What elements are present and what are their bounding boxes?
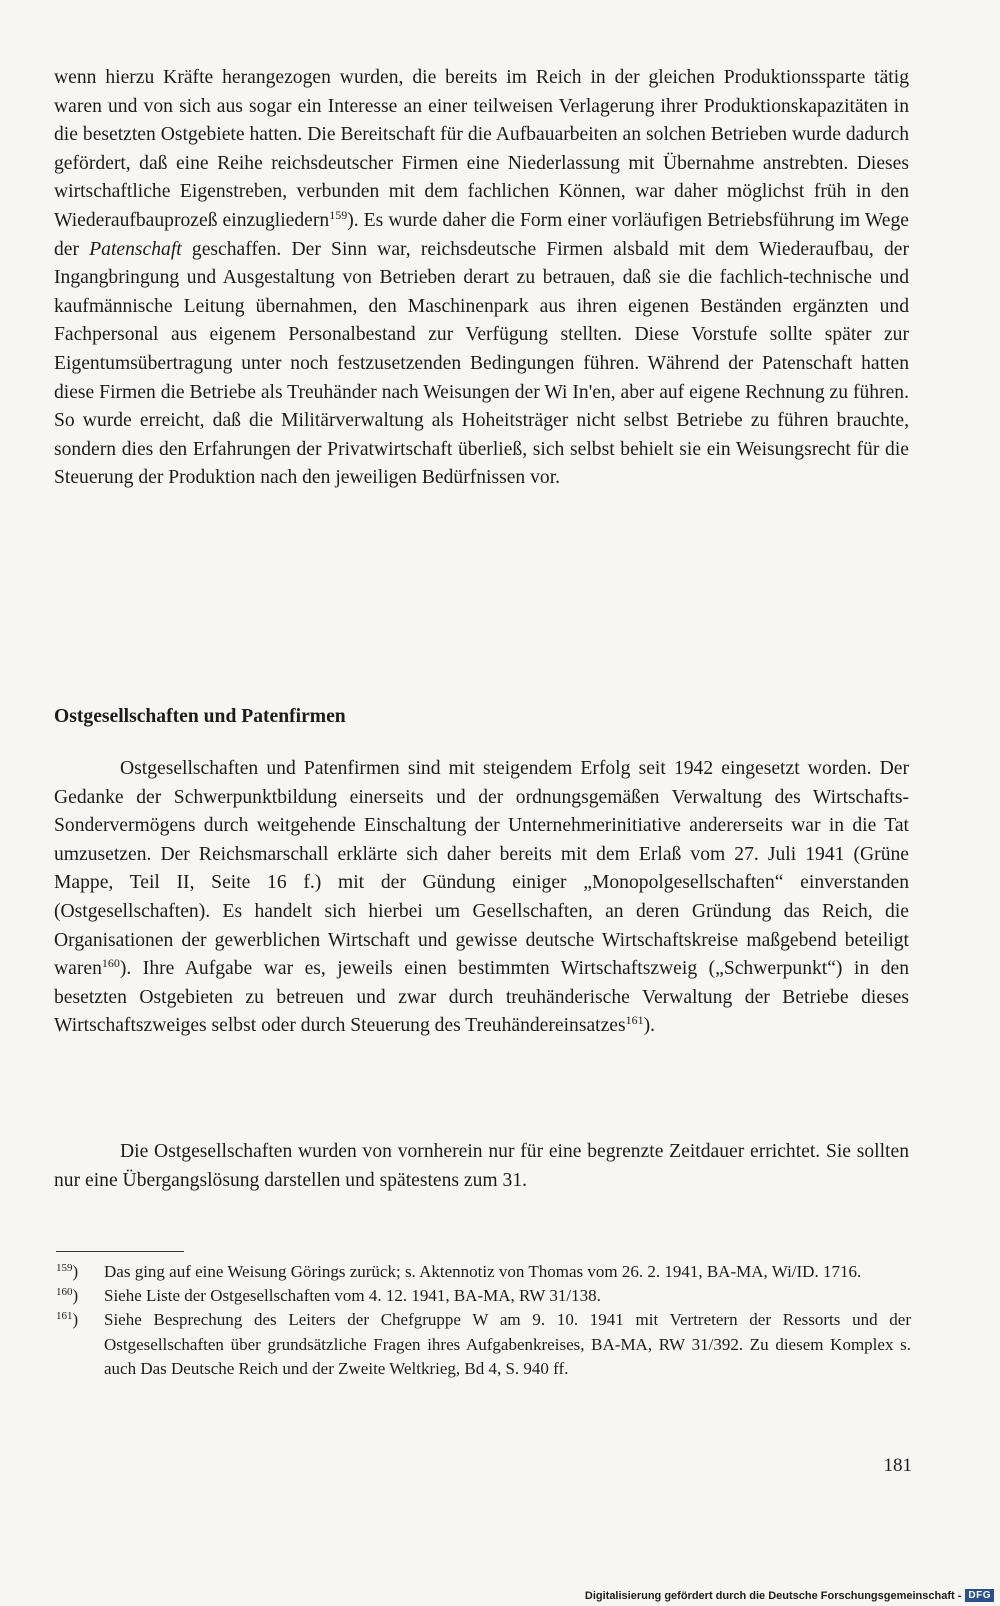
body-paragraph-1 xyxy=(54,64,909,493)
emphasis-patenschaft: Patenschaft xyxy=(89,238,182,260)
footnote-text: Siehe Liste der Ostgesellschaften vom 4. 12. 1941, BA-MA, RW 31/138. xyxy=(104,1286,601,1306)
paragraph-text: Ostgesellschaften und Patenfirmen sind mit steigendem Erfolg seit 1942 eingesetzt worden. Der Gedanke der Schwerpunktbildung einerseits und der ordnungsgemäßen Verwaltung des Wirtschafts-Sondervermögens durch weitgehende Einschaltung der Unternehmerinitiative andererseits war in die Tat umzusetzen. Der Reichsmarschall erklärte sich daher bereits mit dem Erlaß vom 27. Juli 1941 (Grüne Mappe, Teil II, Seite 16 f.) mit der Gündung einiger „Monopolgesellschaften“ einverstanden (Ostgesellschaften). Es handelt sich hierbei um Gesellschaften, an deren Gründung das Reich, die Organisationen der gewerblichen Wirtschaft und gewisse deutsche Wirtschaftskreise maßgebend beteiligt waren xyxy=(54,758,909,980)
footnote-ref-161: 161 xyxy=(625,1013,644,1028)
paragraph-text: ). Es wurde daher die Form einer vorläufigen Betriebsführung im Wege der xyxy=(54,209,910,260)
body-paragraph-2 xyxy=(54,755,909,1041)
paragraph-text: ). Ihre Aufgabe war es, jeweils einen bestimmten Wirtschaftszweig („Schwerpunkt“) in den besetzten Ostgebieten zu betreuen und zwar durch treuhänderische Verwaltung der Betriebe dieses Wirtschaftszweiges selbst oder durch Steuerung des Treuhändereinsatzes xyxy=(54,958,909,1037)
paragraph-text: geschaffen. Der Sinn war, reichsdeutsche Firmen alsbald mit dem Wiederaufbau, der Ingangbringung und Ausgestaltung von Betrieben derart zu betrauen, daß sie die fachlich-technische und kaufmännische Leitung übernahmen, den Maschinenpark aus ihren eigenen Beständen ergänzten und Fachpersonal aus eigenem Personalbestand zur Verfügung stellten. Diese Vorstufe sollte später zur Eigentumsübertragung unter noch festzusetzenden Bedingungen führen. Während der Patenschaft hatten diese Firmen die Betriebe als Treuhänder nach Weisungen der Wi In'en, aber auf eigene Rechnung zu führen. So wurde erreicht, daß die Militärverwaltung als Hoheitsträger nicht selbst Betriebe zu führen brauchte, sondern dies den Erfahrungen der Privatwirtschaft überließ, sich selbst behielt sie ein Weisungsrecht für die Steuerung der Produktion nach den jeweiligen Bedürfnissen vor. xyxy=(54,238,910,489)
footnote-number: $^{159}$) xyxy=(56,1262,79,1281)
dfg-logo: DFG xyxy=(965,1589,994,1602)
section-heading: Ostgesellschaften und Patenfirmen xyxy=(54,706,346,727)
footnote-text: Das ging auf eine Weisung Görings zurück; s. Aktennotiz von Thomas vom 26. 2. 1941, BA-MA, Wi/ID. 1716. xyxy=(104,1262,862,1281)
digitization-credit xyxy=(585,1589,994,1602)
body-paragraph-3: Die Ostgesellschaften wurden von vornherein nur für eine begrenzte Zeitdauer errichtet. Sie sollten nur eine Übergangslösung darstellen und spätestens zum 31. xyxy=(54,1141,909,1191)
paragraph-text: ). xyxy=(643,1015,656,1037)
footnote-ref-159: 159 xyxy=(329,207,348,222)
footnote-text: Siehe Besprechung des Leiters der Chefgruppe W am 9. 10. 1941 mit Vertretern der Ressorts und der Ostgesellschaften über grundsätzliche Fragen ihres Aufgabenkreises, BA-MA, RW 31/392. Zu diesem Komplex s. auch Das Deutsche Reich und der Zweite Weltkrieg, Bd 4, S. 940 ff. xyxy=(104,1310,911,1378)
credit-text: Digitalisierung gefördert durch die Deutsche Forschungsgemeinschaft - xyxy=(584,1589,962,1602)
footnote-number: $^{160}$) xyxy=(56,1286,79,1306)
footnote-number: $^{161}$) xyxy=(56,1310,79,1330)
footnote-159 xyxy=(56,1260,911,1284)
paragraph-text: wenn hierzu Kräfte herangezogen wurden, die bereits im Reich in der gleichen Produktionssparte tätig waren und von sich aus sogar ein Interesse an einer teilweisen Verlagerung ihrer Produktionskapazitäten in die besetzten Ostgebiete hatten. Die Bereitschaft für die Aufbauarbeiten an solchen Betrieben wurde dadurch gefördert, daß eine Reihe reichsdeutscher Firmen eine Niederlassung mit Übernahme anstrebten. Dieses wirtschaftliche Eigenstreben, verbunden mit dem fachlichen Können, war daher möglichst früh in den Wiederaufbauprozeß einzugliedern xyxy=(54,67,909,231)
footnote-161 xyxy=(56,1308,911,1381)
footnote-ref-160: 160 xyxy=(101,956,120,971)
footnote-160 xyxy=(56,1284,911,1308)
page-number: 181 xyxy=(883,1455,912,1476)
footnote-list xyxy=(56,1260,911,1381)
footnote-divider xyxy=(56,1251,184,1252)
